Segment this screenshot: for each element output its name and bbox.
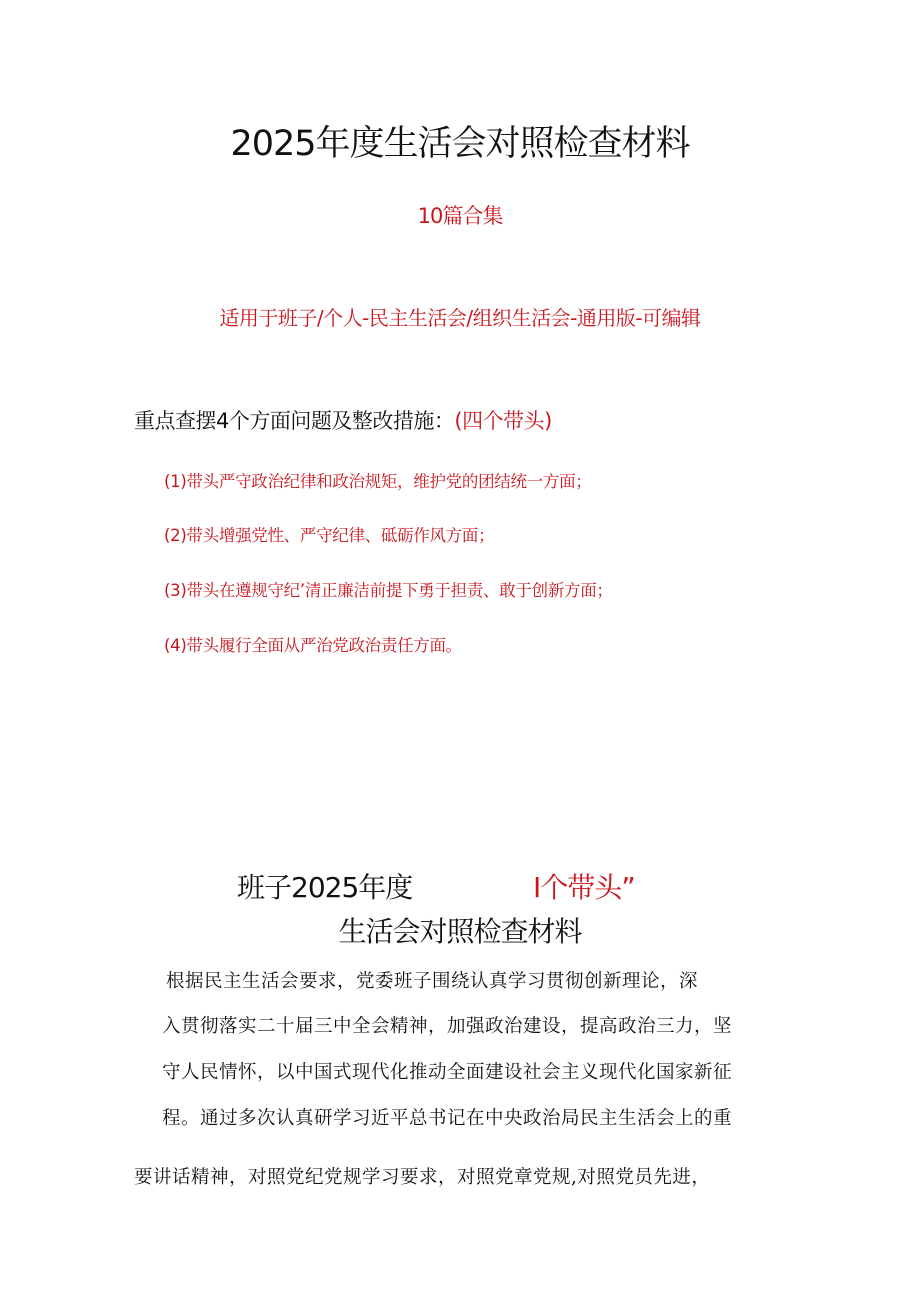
body-paragraph-line: 入贯彻落实二十届三中全会精神，加强政治建设，提高政治三力，坚	[162, 1016, 733, 1037]
body-paragraph-line: 根据民主生活会要求，党委班子围绕认真学习贯彻创新理论，深	[166, 971, 699, 992]
focus-heading-highlight: (四个带头)	[454, 409, 552, 433]
focus-heading-text: 重点查摆4个方面问题及整改措施：	[134, 409, 455, 433]
section-title-left: 班子2025年度	[237, 871, 413, 904]
section-title-right: I个带头”	[533, 871, 635, 904]
body-paragraph-line: 守人民情怀，以中国式现代化推动全面建设社会主义现代化国家新征	[162, 1062, 733, 1083]
focus-point: (1)带头严守政治纪律和政治规矩，维护党的团结统一方面；	[164, 472, 592, 491]
body-paragraph-line: 程。通过多次认真研学习近平总书记在中央政治局民主生活会上的重	[162, 1108, 733, 1129]
focus-heading	[134, 405, 552, 435]
section-title-line2: 生活会对照检查材料	[338, 915, 582, 948]
collection-subtitle: 10篇合集	[417, 204, 503, 228]
focus-point: (3)带头在遵规守纪’清正廉洁前提下勇于担责、敢于创新方面；	[164, 581, 613, 600]
focus-point: (4)带头履行全面从严治党政治责任方面。	[164, 636, 462, 655]
scope-line: 适用于班子/个人-民主生活会/组织生活会-通用版-可编辑	[219, 306, 701, 330]
document-title: 2025年度生活会对照检查材料	[230, 124, 690, 164]
body-paragraph-line: 要讲话精神，对照党纪党规学习要求，对照党章党规,对照党员先进，	[134, 1167, 711, 1188]
focus-point: (2)带头增强党性、严守纪律、砥砺作风方面；	[164, 526, 495, 545]
